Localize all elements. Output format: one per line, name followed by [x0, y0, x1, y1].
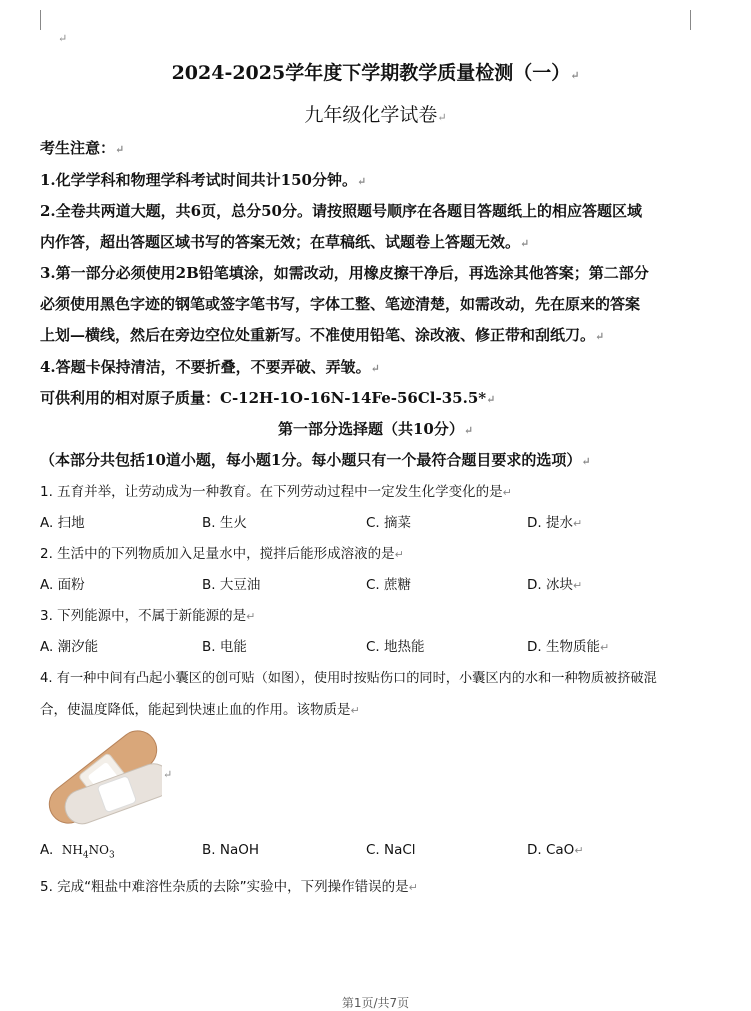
- exam-subtitle: 九年级化学试卷↵: [304, 104, 447, 126]
- atomic-mass-line: 可供利用的相对原子质量：C-12H-1O-16N-14Fe-56Cl-35.5*↵: [40, 389, 496, 407]
- part1-title: 第一部分选择题（共10分）↵: [277, 420, 474, 438]
- q1-option-c: C. 摘菜: [366, 515, 412, 531]
- crop-mark-left: [40, 10, 41, 30]
- q4-option-d: D. CaO↵: [527, 842, 584, 858]
- q3-option-d: D. 生物质能↵: [527, 639, 610, 655]
- notice-heading: 考生注意：↵: [40, 139, 125, 157]
- question-5-stem: 5. 完成“粗盐中难溶性杂质的去除”实验中，下列操作错误的是↵: [40, 879, 418, 895]
- part1-description: （本部分共包括10道小题，每小题1分。每小题只有一个最符合题目要求的选项）↵: [40, 451, 591, 469]
- question-4-stem-b: 合，使温度降低，能起到快速止血的作用。该物质是↵: [40, 702, 360, 718]
- crop-mark-right: [690, 10, 691, 30]
- q1-option-b: B. 生火: [202, 515, 247, 531]
- q2-option-b: B. 大豆油: [202, 577, 261, 593]
- question-1-stem: 1. 五育并举，让劳动成为一种教育。在下列劳动过程中一定发生化学变化的是↵: [40, 484, 512, 500]
- q2-option-c: C. 蔗糖: [366, 577, 412, 593]
- q2-option-a: A. 面粉: [40, 577, 85, 593]
- q4-option-c: C. NaCl: [366, 842, 416, 858]
- page-footer: 第1页/共7页: [341, 996, 410, 1010]
- notice-line-3b: 必须使用黑色字迹的钢笔或签字笔书写，字体工整、笔迹清楚，如需改动，先在原来的答案: [40, 295, 641, 313]
- q3-option-a: A. 潮汐能: [40, 639, 99, 655]
- paragraph-mark: ↵: [58, 32, 68, 45]
- image-paragraph-mark: ↵: [163, 768, 173, 781]
- notice-line-3c: 上划—横线，然后在旁边空位处重新写。不准使用铅笔、涂改液、修正带和刮纸刀。↵: [40, 326, 605, 344]
- notice-line-3a: 3.第一部分必须使用2B铅笔填涂，如需改动，用橡皮擦干净后，再选涂其他答案；第二部分: [40, 264, 649, 282]
- question-4-stem-a: 4. 有一种中间有凸起小囊区的创可贴（如图），使用时按贴伤口的同时，小囊区内的水和一种物质被挤破混: [40, 671, 657, 686]
- q4-option-a: A. $NH_4NO_3$: [40, 842, 115, 861]
- bandage-image: [44, 728, 162, 826]
- question-3-stem: 3. 下列能源中，不属于新能源的是↵: [40, 608, 256, 624]
- q1-option-d: D. 提水↵: [527, 515, 583, 531]
- notice-line-2a: 2.全卷共两道大题，共6页，总分50分。请按照题号顺序在各题目答题纸上的相应答题区域: [40, 202, 642, 220]
- question-2-stem: 2. 生活中的下列物质加入足量水中，搅拌后能形成溶液的是↵: [40, 546, 404, 562]
- q3-option-b: B. 电能: [202, 639, 247, 655]
- q3-option-c: C. 地热能: [366, 639, 425, 655]
- notice-line-2b: 内作答，超出答题区域书写的答案无效；在草稿纸、试题卷上答题无效。↵: [40, 233, 530, 251]
- q1-option-a: A. 扫地: [40, 515, 85, 531]
- notice-line-4: 4.答题卡保持清洁，不要折叠，不要弄破、弄皱。↵: [40, 358, 380, 376]
- exam-title: 2024-2025学年度下学期教学质量检测（一）↵: [171, 62, 580, 84]
- notice-line-1: 1.化学学科和物理学科考试时间共计150分钟。↵: [40, 171, 367, 189]
- q4-option-b: B. NaOH: [202, 842, 259, 858]
- q2-option-d: D. 冰块↵: [527, 577, 583, 593]
